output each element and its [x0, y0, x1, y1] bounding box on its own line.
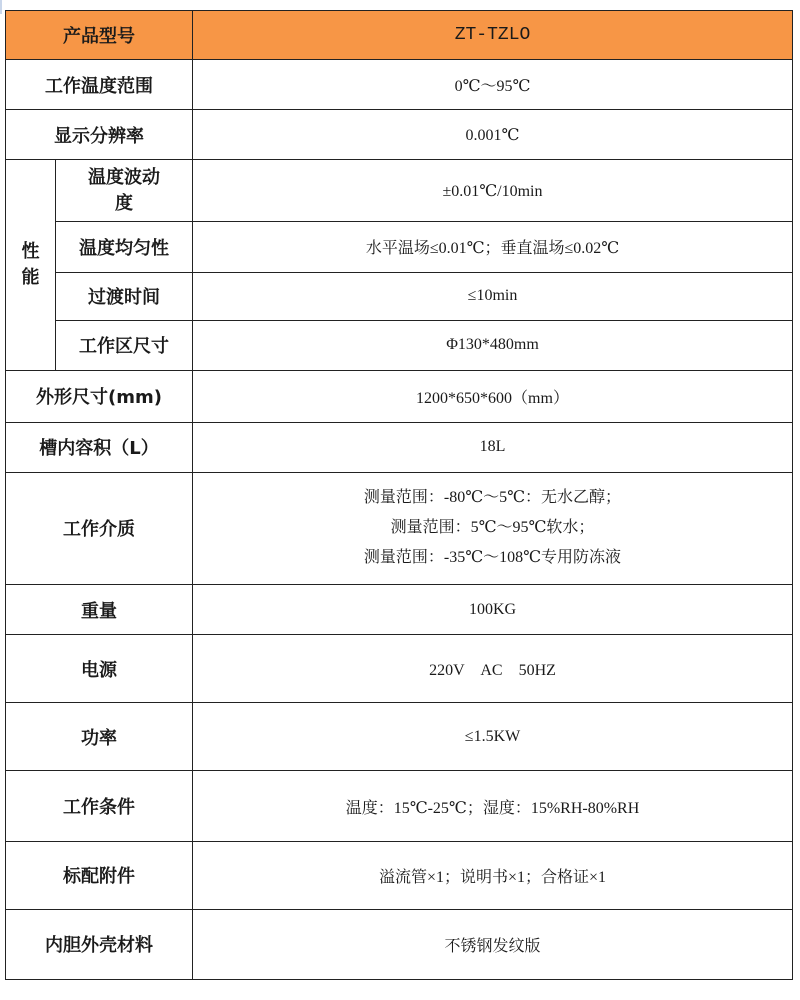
row-label: 标配附件 — [6, 841, 193, 909]
medium-line: 测量范围：-35℃～108℃专用防冻液 — [363, 549, 622, 567]
sub-row-label: 温度均匀性 — [56, 222, 193, 272]
row-value: ≤1.5KW — [193, 703, 793, 771]
model-value: ZT-TZLO — [193, 11, 793, 60]
model-label: 产品型号 — [6, 11, 193, 60]
row-label: 内胆外壳材料 — [6, 909, 193, 979]
row-value: 1200*650*600（mm） — [193, 370, 793, 422]
table-row — [6, 909, 793, 979]
sub-row-label: 温度波动 度 — [56, 160, 193, 222]
table-row — [6, 771, 793, 841]
table-row — [6, 370, 793, 422]
row-value: 溢流管×1；说明书×1；合格证×1 — [193, 841, 793, 909]
row-label: 工作温度范围 — [6, 60, 193, 110]
row-label: 外形尺寸(mm) — [6, 370, 193, 422]
medium-line: 测量范围：5℃～95℃软水； — [390, 519, 595, 537]
header-row — [6, 11, 793, 60]
table-row — [6, 160, 793, 222]
row-value: 温度：15℃-25℃；湿度：15%RH-80%RH — [193, 771, 793, 841]
table-row — [6, 841, 793, 909]
row-value: 0.001℃ — [193, 110, 793, 160]
table-row — [6, 472, 793, 584]
row-value: 100KG — [193, 585, 793, 635]
row-label: 显示分辨率 — [6, 110, 193, 160]
sub-row-label: 工作区尺寸 — [56, 320, 193, 370]
sub-row-value: ≤10min — [193, 272, 793, 320]
performance-group-label: 性 能 — [6, 160, 56, 370]
table-row — [6, 272, 793, 320]
row-label: 功率 — [6, 703, 193, 771]
table-row — [6, 222, 793, 272]
sub-row-value: Φ130*480mm — [193, 320, 793, 370]
sub-row-value: 水平温场≤0.01℃；垂直温场≤0.02℃ — [193, 222, 793, 272]
medium-line: 测量范围：-80℃～5℃：无水乙醇； — [363, 489, 622, 507]
medium-value — [193, 472, 793, 584]
row-label: 槽内容积（L） — [6, 422, 193, 472]
row-value: 18L — [193, 422, 793, 472]
row-value: 220V AC 50HZ — [193, 635, 793, 703]
table-row — [6, 703, 793, 771]
row-label: 工作条件 — [6, 771, 193, 841]
spec-table — [5, 10, 793, 980]
medium-label: 工作介质 — [6, 472, 193, 584]
sub-row-value: ±0.01℃/10min — [193, 160, 793, 222]
row-label: 重量 — [6, 585, 193, 635]
table-row — [6, 320, 793, 370]
row-label: 电源 — [6, 635, 193, 703]
sub-row-label: 过渡时间 — [56, 272, 193, 320]
table-row — [6, 60, 793, 110]
table-row — [6, 635, 793, 703]
table-row — [6, 585, 793, 635]
window-edge-line — [0, 0, 2, 14]
row-value: 0℃～95℃ — [193, 60, 793, 110]
table-row — [6, 422, 793, 472]
table-row — [6, 110, 793, 160]
row-value: 不锈钢发纹版 — [193, 909, 793, 979]
